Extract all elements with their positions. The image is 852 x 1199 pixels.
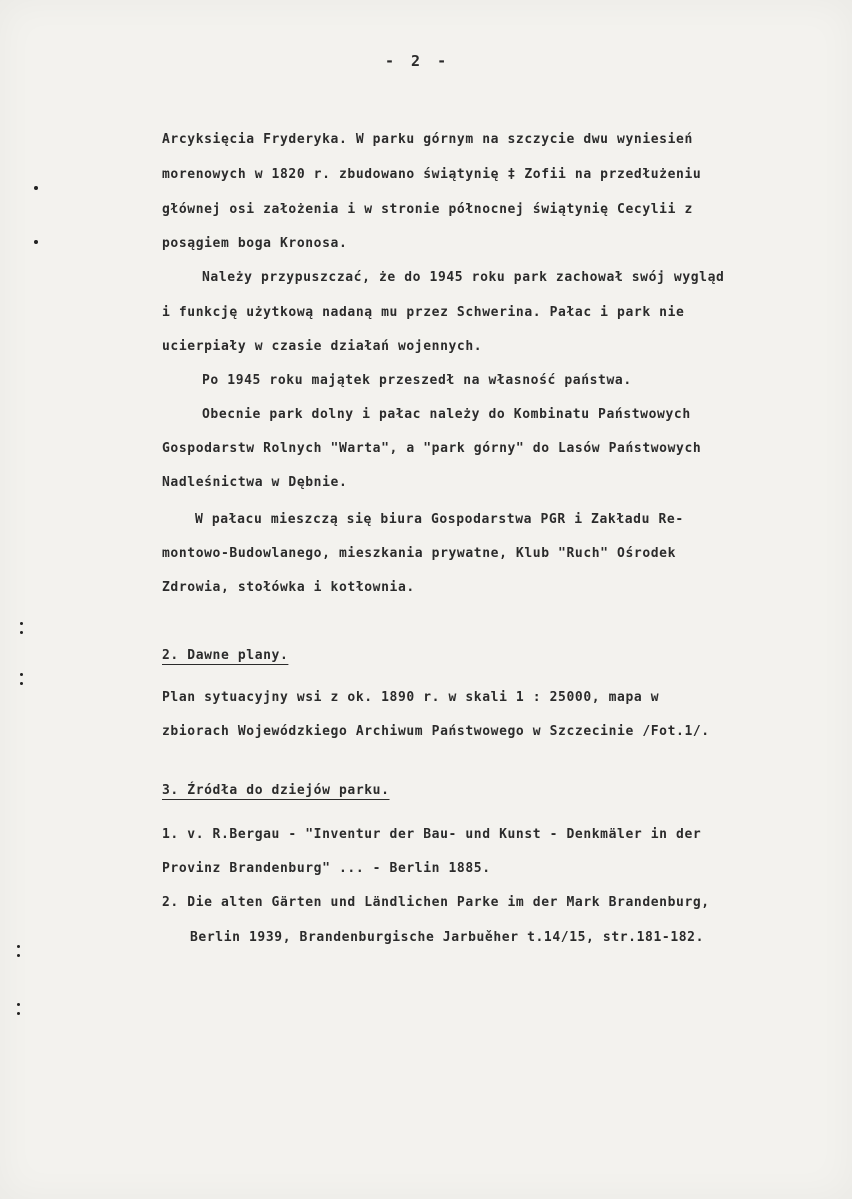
margin-mark — [20, 673, 23, 691]
text-line: Po 1945 roku majątek przeszedł na własność państwa. — [202, 373, 632, 388]
text-line: Należy przypuszczać, że do 1945 roku park zachował swój wygląd — [202, 270, 725, 285]
text-line: Zdrowia, stołówka i kotłownia. — [162, 580, 415, 595]
text-line: głównej osi założenia i w stronie północnej świątynię Cecylii z — [162, 202, 693, 217]
text-line: Plan sytuacyjny wsi z ok. 1890 r. w skali 1 : 25000, mapa w — [162, 690, 660, 705]
text-line: Gospodarstw Rolnych "Warta", a "park górny" do Lasów Państwowych — [162, 441, 702, 456]
margin-mark — [17, 1003, 20, 1021]
text-line: i funkcję użytkową nadaną mu przez Schwerina. Pałac i park nie — [162, 305, 685, 320]
text-line: montowo-Budowlanego, mieszkania prywatne, Klub "Ruch" Ośrodek — [162, 546, 677, 561]
text-line: Berlin 1939, Brandenburgische Jarbuěher t.14/15, str.181-182. — [190, 930, 705, 945]
text-line: zbiorach Wojewódzkiego Archiwum Państwowego w Szczecinie /Fot.1/. — [162, 724, 710, 739]
text-line: Provinz Brandenburg" ... - Berlin 1885. — [162, 861, 491, 876]
page-number: - 2 - — [385, 52, 451, 70]
text-line: morenowych w 1820 r. zbudowano świątynię ‡ Zofii na przedłużeniu — [162, 167, 702, 182]
section-heading: 3. Źródła do dziejów parku. — [162, 783, 390, 798]
text-line: posągiem boga Kronosa. — [162, 236, 348, 251]
text-line: 1. v. R.Bergau - "Inventur der Bau- und Kunst - Denkmäler in der — [162, 827, 702, 842]
text-line: Obecnie park dolny i pałac należy do Kombinatu Państwowych — [202, 407, 691, 422]
text-line: Arcyksięcia Fryderyka. W parku górnym na szczycie dwu wyniesień — [162, 132, 693, 147]
text-line: 2. Die alten Gärten und Ländlichen Parke im der Mark Brandenburg, — [162, 895, 710, 910]
margin-mark — [20, 622, 23, 640]
text-line: W pałacu mieszczą się biura Gospodarstwa PGR i Zakładu Re- — [195, 512, 684, 527]
margin-mark — [34, 186, 38, 190]
text-line: Nadleśnictwa w Dębnie. — [162, 475, 348, 490]
margin-mark — [17, 945, 20, 963]
section-heading: 2. Dawne plany. — [162, 648, 289, 663]
margin-mark — [34, 240, 38, 244]
text-line: ucierpiały w czasie działań wojennych. — [162, 339, 483, 354]
